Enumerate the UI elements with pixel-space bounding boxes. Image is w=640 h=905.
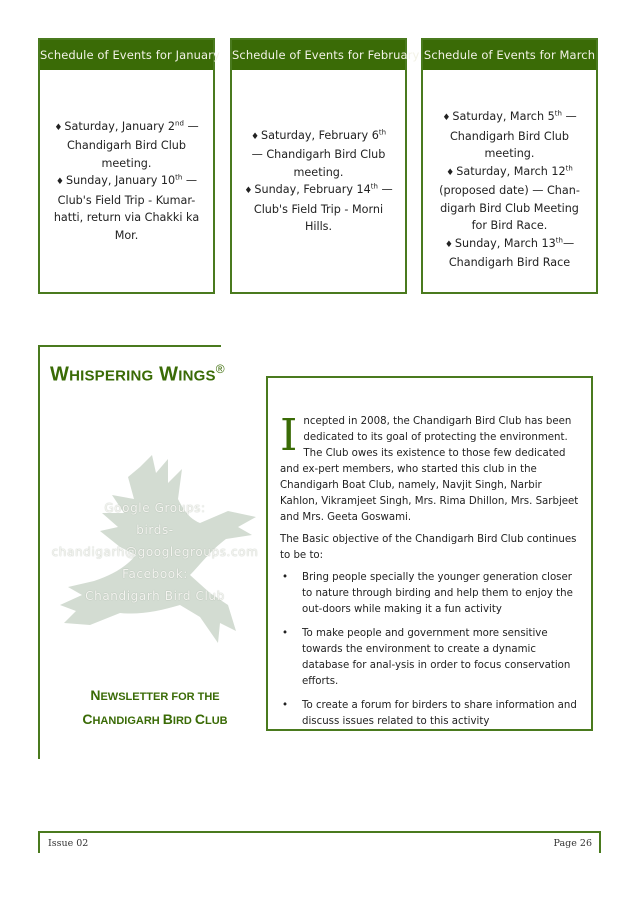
- event-date-suffix: th: [555, 235, 563, 244]
- objective-text: Bring people specially the younger generation closer to nature through birding and help them to enjoy the out-doors while making it a fun activity: [302, 572, 573, 615]
- event-date: Saturday, January 2: [64, 119, 176, 133]
- objective-text: To make people and government more sensitive towards the environment to create a dynamic database for anal-ysis in order to focus conservation efforts.: [302, 628, 571, 687]
- issue-number: Issue 02: [48, 838, 89, 849]
- event-date-suffix: th: [175, 173, 183, 182]
- newsletter-subtitle: [44, 684, 266, 732]
- schedule-january: [38, 38, 220, 294]
- title-word: INGS: [178, 367, 216, 385]
- event-item: [52, 172, 201, 244]
- bullet-icon: •: [282, 628, 289, 639]
- registered-mark: ®: [215, 362, 225, 376]
- subtitle-text: IRD: [172, 715, 195, 727]
- event-item: [244, 181, 393, 236]
- masthead-border-top: [38, 345, 221, 347]
- diamond-bullet-icon: ♦: [250, 131, 260, 142]
- event-date-suffix: th: [378, 127, 387, 136]
- google-groups-address[interactable]: birds-: [136, 523, 174, 537]
- subtitle-line-1: [44, 684, 266, 708]
- diamond-bullet-icon: ♦: [54, 122, 63, 133]
- event-description: — Chandigarh Bird Club meeting.: [449, 110, 577, 160]
- event-date-suffix: th: [554, 109, 562, 118]
- schedule-february: [230, 38, 420, 294]
- event-description: — Chandigarh Bird Club meeting.: [66, 119, 199, 170]
- bullet-icon: •: [282, 700, 289, 711]
- event-date: Saturday, March 12: [456, 164, 566, 178]
- intro-text: ncepted in 2008, the Chandigarh Bird Club has been dedicated to its goal of protecting the environment. The Club owes its existence to those few dedicated and ex-pert members, who started this club in the Chandigarh Boat Club, namely, Navjit Singh, Narbir Kahlon, Vikramjeet Singh, Mrs. Rima Dhillon, Mrs. Sarbjeet and Mrs. Geeta Goswami.: [280, 416, 579, 523]
- event-date: Sunday, January 10: [65, 174, 176, 188]
- schedule-february-events: [232, 70, 405, 292]
- footer-rule: [38, 831, 601, 833]
- event-description: (proposed date) — Chan-digarh Bird Club Meeting for Bird Race.: [439, 184, 580, 232]
- event-item: [244, 127, 393, 182]
- diamond-bullet-icon: ♦: [55, 177, 64, 188]
- title-word: HISPERING: [69, 367, 154, 385]
- drop-cap: I: [280, 410, 298, 461]
- objectives-list: [280, 570, 579, 730]
- schedule-january-title: Schedule of Events for January: [40, 40, 213, 70]
- event-description: — Club's Field Trip - Morni Hills.: [253, 183, 393, 233]
- objective-item: [280, 698, 579, 730]
- schedule-march-events: [423, 70, 596, 292]
- schedule-february-title: Schedule of Events for February: [232, 40, 405, 70]
- event-date-suffix: th: [565, 163, 573, 172]
- subtitle-initial: B: [162, 711, 173, 727]
- schedule-january-events: [40, 70, 213, 292]
- event-date-suffix: th: [370, 182, 378, 191]
- objective-item: [280, 570, 579, 618]
- event-item: [435, 235, 584, 272]
- subtitle-text: LUB: [205, 715, 228, 727]
- google-groups-address-domain[interactable]: chandigarh@googlegroups.com: [51, 545, 259, 559]
- event-item: [52, 118, 201, 173]
- footer-rule-left: [38, 831, 40, 853]
- objective-item: [280, 626, 579, 690]
- schedule-march: [421, 38, 598, 294]
- contact-info: [44, 497, 266, 607]
- google-groups-label: Google Groups:: [104, 501, 206, 515]
- schedule-march-title: Schedule of Events for March: [423, 40, 596, 70]
- subtitle-initial: C: [82, 711, 93, 727]
- event-date: Saturday, March 5: [452, 110, 555, 123]
- objective-text: To create a forum for birders to share information and discuss issues related to this activity: [302, 700, 577, 727]
- about-club-box: [266, 376, 593, 731]
- diamond-bullet-icon: ♦: [444, 239, 453, 250]
- event-date: Saturday, February 6: [261, 128, 379, 142]
- diamond-bullet-icon: ♦: [442, 113, 451, 123]
- diamond-bullet-icon: ♦: [244, 186, 253, 196]
- title-initial: W: [159, 363, 179, 386]
- subtitle-initial: C: [194, 711, 206, 727]
- bullet-icon: •: [282, 572, 289, 583]
- subtitle-initial: N: [90, 687, 101, 703]
- facebook-page[interactable]: Chandigarh Bird Club: [85, 589, 225, 603]
- objective-intro: The Basic objective of the Chandigarh Bird Club continues to be to:: [280, 534, 577, 561]
- masthead-title: [50, 362, 225, 387]
- subtitle-text: HANDIGARH: [92, 715, 163, 727]
- facebook-label: Facebook:: [122, 567, 188, 581]
- event-date: Sunday, March 13: [454, 236, 556, 250]
- subtitle-text: EWSLETTER FOR THE: [100, 691, 220, 703]
- about-intro: [280, 410, 579, 526]
- event-date-suffix: nd: [175, 119, 184, 128]
- event-description: — Club's Field Trip - Kumar-hatti, return via Chakki ka Mor.: [53, 174, 200, 242]
- title-initial: W: [50, 363, 70, 386]
- page-number: Page 26: [553, 838, 592, 849]
- event-description: — Chandigarh Bird Club meeting.: [251, 148, 386, 179]
- diamond-bullet-icon: ♦: [446, 167, 455, 178]
- masthead-border-left: [38, 345, 40, 759]
- subtitle-line-2: [44, 708, 266, 732]
- event-description: — Chandigarh Bird Race: [448, 236, 575, 269]
- event-item: [435, 163, 584, 235]
- event-item: [435, 108, 584, 163]
- footer-rule-right: [599, 831, 601, 853]
- event-date: Sunday, February 14: [254, 183, 371, 196]
